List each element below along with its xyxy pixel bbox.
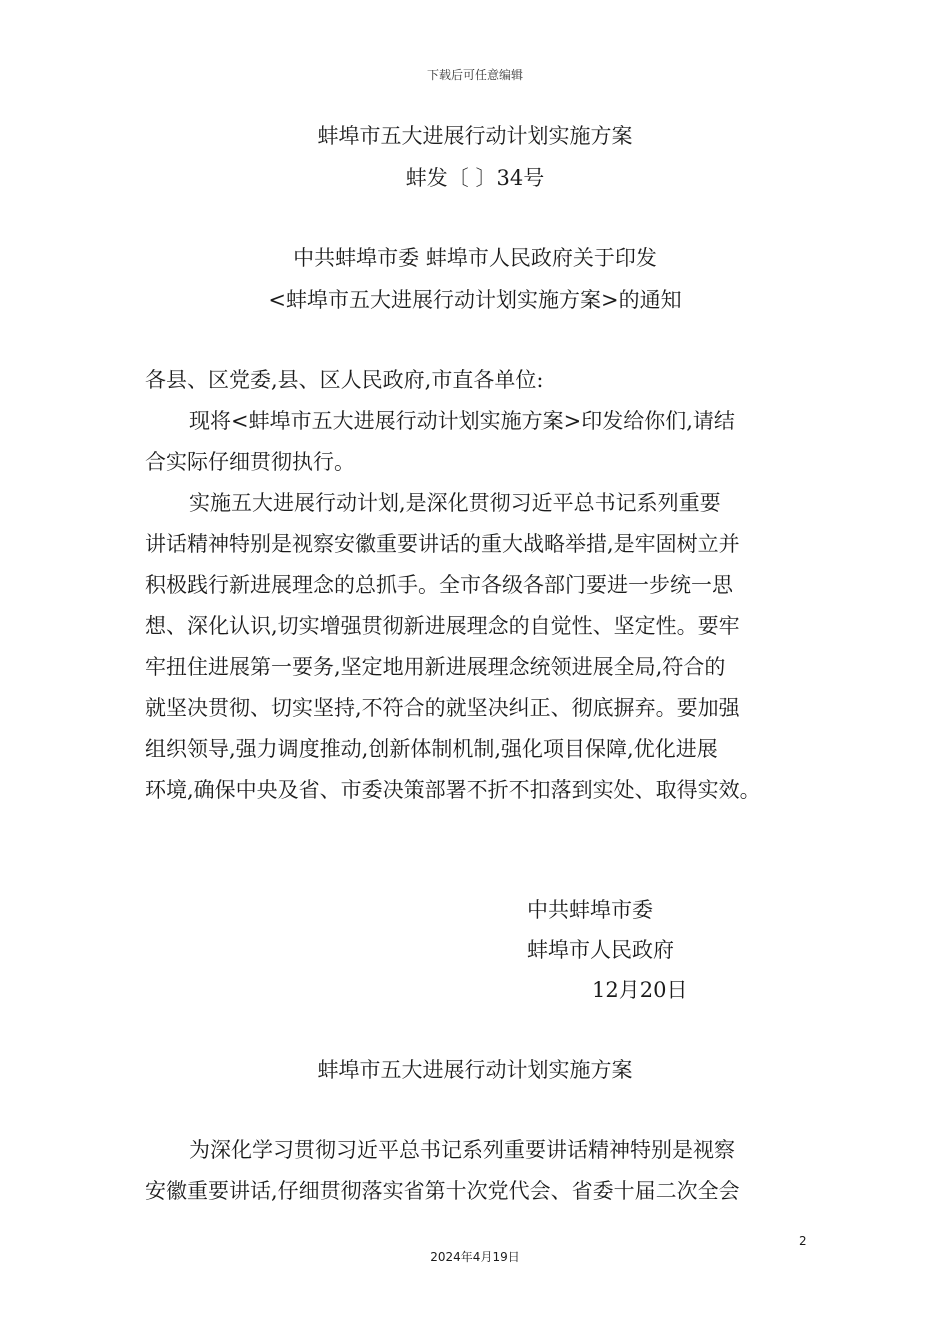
signature-org-2: 蚌埠市人民政府	[527, 938, 674, 962]
notice-title-line-2: <蚌埠市五大进展行动计划实施方案>的通知	[268, 288, 682, 312]
section-title: 蚌埠市五大进展行动计划实施方案	[317, 1058, 633, 1082]
document-title: 蚌埠市五大进展行动计划实施方案	[317, 124, 633, 148]
footer-date: 2024年4月19日	[430, 1250, 520, 1264]
paragraph-2-line: 就坚决贯彻、切实坚持,不符合的就坚决纠正、彻底摒弃。要加强	[145, 696, 740, 720]
paragraph-2-line: 牢扭住进展第一要务,坚定地用新进展理念统领进展全局,符合的	[145, 655, 726, 679]
signature-date: 12月20日	[592, 978, 688, 1002]
notice-title-line-1: 中共蚌埠市委 蚌埠市人民政府关于印发	[293, 246, 657, 270]
page-number: 2	[799, 1234, 807, 1248]
salutation: 各县、区党委,县、区人民政府,市直各单位:	[145, 368, 544, 392]
paragraph-2-line: 积极践行新进展理念的总抓手。全市各级各部门要进一步统一思	[145, 573, 733, 597]
paragraph-2-line: 组织领导,强力调度推动,创新体制机制,强化项目保障,优化进展	[145, 737, 718, 761]
paragraph-3-line: 为深化学习贯彻习近平总书记系列重要讲话精神特别是视察	[189, 1138, 735, 1162]
paragraph-2-line: 实施五大进展行动计划,是深化贯彻习近平总书记系列重要	[189, 491, 721, 515]
paragraph-1-line: 现将<蚌埠市五大进展行动计划实施方案>印发给你们,请结	[189, 409, 735, 433]
document-number: 蚌发〔 〕34号	[405, 166, 545, 190]
paragraph-1-line: 合实际仔细贯彻执行。	[145, 450, 355, 474]
paragraph-2-line: 环境,确保中央及省、市委决策部署不折不扣落到实处、取得实效。	[145, 778, 761, 802]
paragraph-2-line: 讲话精神特别是视察安徽重要讲话的重大战略举措,是牢固树立并	[145, 532, 740, 556]
paragraph-3-line: 安徽重要讲话,仔细贯彻落实省第十次党代会、省委十届二次全会	[145, 1179, 740, 1203]
signature-org-1: 中共蚌埠市委	[527, 898, 653, 922]
paragraph-2-line: 想、深化认识,切实增强贯彻新进展理念的自觉性、坚定性。要牢	[145, 614, 740, 638]
header-note: 下载后可任意编辑	[426, 68, 523, 82]
